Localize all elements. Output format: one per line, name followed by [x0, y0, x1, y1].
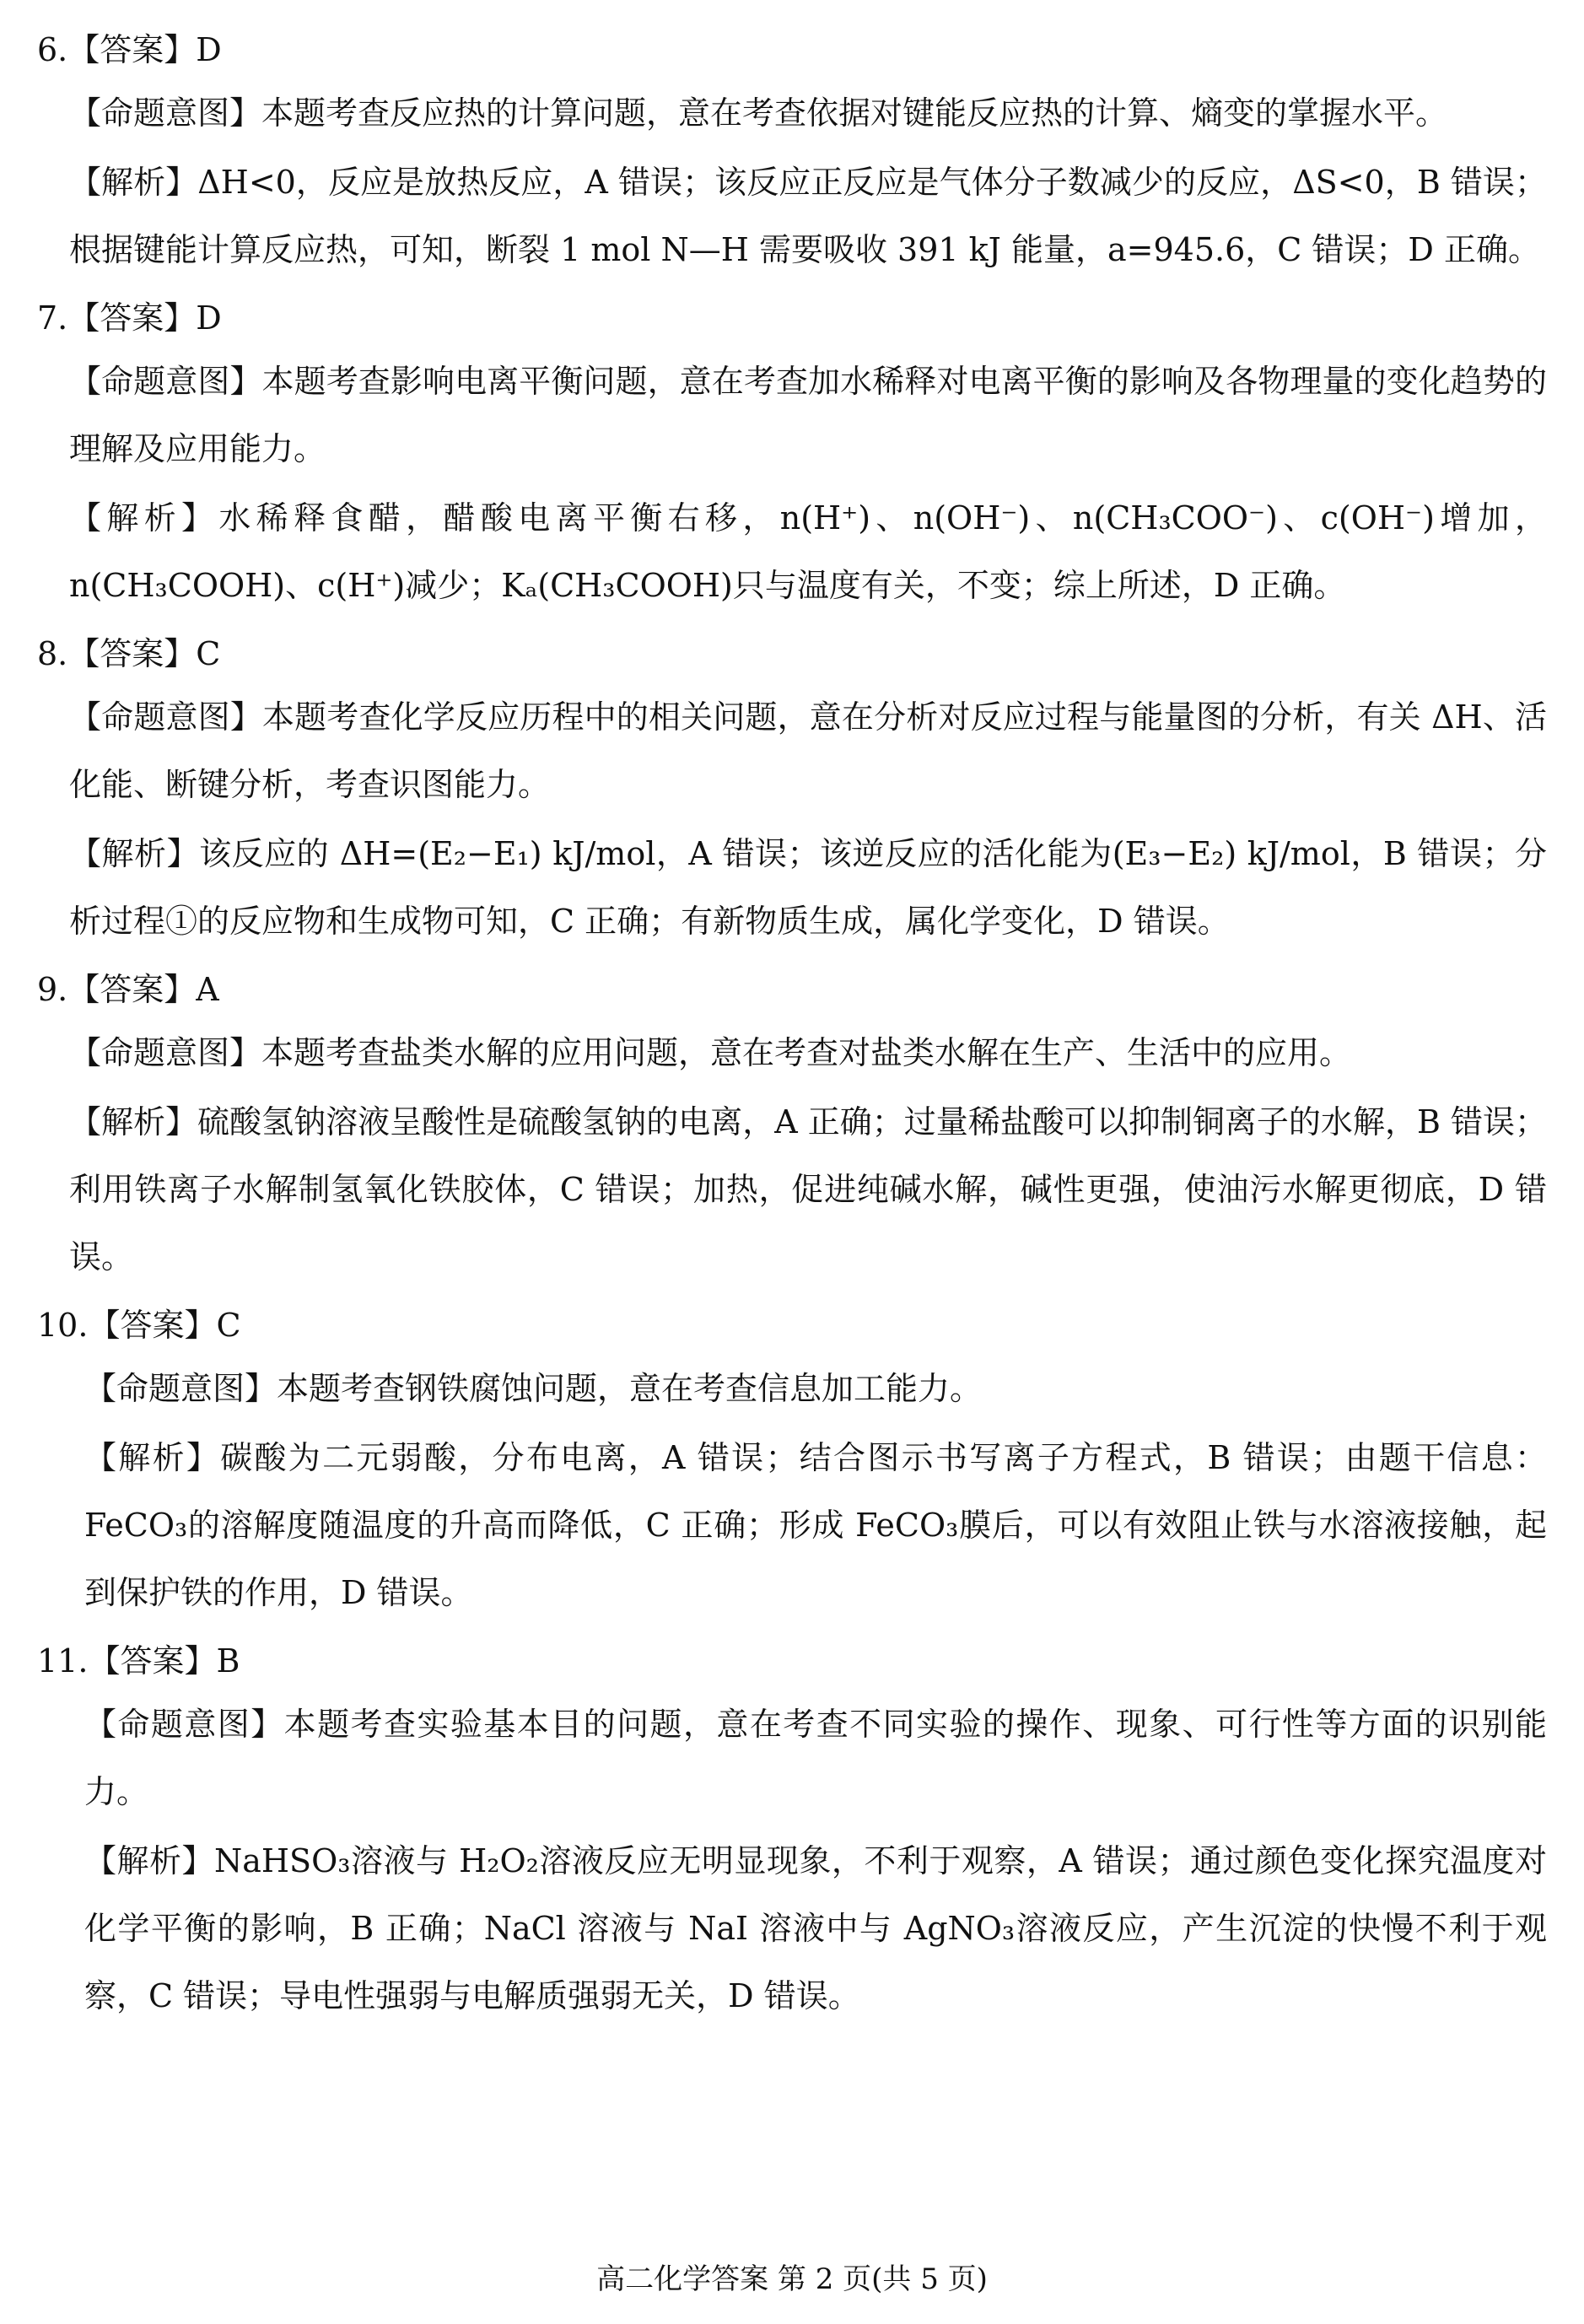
answer-content [37, 25, 1547, 2040]
question-10 [37, 1301, 1547, 1626]
question-7 [37, 294, 1547, 619]
intent-paragraph: 【命题意图】本题考查钢铁腐蚀问题，意在考查信息加工能力。 [84, 1370, 983, 1407]
question-number: 9. [37, 971, 68, 1008]
question-header [37, 629, 1547, 678]
question-number: 8. [37, 635, 68, 672]
question-6 [37, 25, 1547, 283]
answer-label: 【答案】C [67, 635, 221, 672]
question-11 [37, 1637, 1547, 2030]
answer-label: 【答案】C [88, 1307, 241, 1344]
question-header [37, 1637, 1547, 1685]
question-header [37, 965, 1547, 1014]
analysis-paragraph: 【解析】NaHSO₃溶液与 H₂O₂溶液反应无明显现象，不利于观察，A 错误；通过颜色变化探究温度对化学平衡的影响，B 正确；NaCl 溶液与 NaI 溶液中与 AgNO₃溶液反应，产生沉淀的快慢不利于观察，C 错误；导电性强弱与电解质强弱无关，D 错误。 [84, 1842, 1547, 2014]
answer-label: 【答案】D [67, 299, 222, 337]
analysis-paragraph: 【解析】碳酸为二元弱酸，分布电离，A 错误；结合图示书写离子方程式，B 错误；由题干信息：FeCO₃的溶解度随温度的升高而降低，C 正确；形成 FeCO₃膜后，可以有效阻止铁与水溶液接触，起到保护铁的作用，D 错误。 [84, 1439, 1547, 1611]
question-number: 6. [37, 31, 68, 68]
analysis-paragraph: 【解析】水稀释食醋，醋酸电离平衡右移，n(H⁺)、n(OH⁻)、n(CH₃COO⁻)、c(OH⁻)增加，n(CH₃COOH)、c(H⁺)减少；Kₐ(CH₃COOH)只与温度有关，不变；综上所述，D 正确。 [69, 499, 1547, 604]
question-9 [37, 965, 1547, 1291]
intent-paragraph: 【命题意图】本题考查反应热的计算问题，意在考查依据对键能反应热的计算、熵变的掌握水平。 [69, 94, 1448, 132]
question-number: 10. [37, 1307, 89, 1344]
question-number: 11. [37, 1642, 89, 1680]
analysis-paragraph: 【解析】ΔH<0，反应是放热反应，A 错误；该反应正反应是气体分子数减少的反应，ΔS<0，B 错误；根据键能计算反应热，可知，断裂 1 mol N—H 需要吸收 391 kJ 能量，a=945.6，C 错误；D 正确。 [69, 164, 1547, 268]
question-number: 7. [37, 299, 68, 337]
question-header [37, 294, 1547, 342]
question-header [37, 25, 1547, 74]
question-header [37, 1301, 1547, 1350]
answer-label: 【答案】B [88, 1642, 240, 1680]
answer-label: 【答案】A [67, 971, 219, 1008]
intent-paragraph: 【命题意图】本题考查化学反应历程中的相关问题，意在分析对反应过程与能量图的分析，有关 ΔH、活化能、断键分析，考查识图能力。 [69, 698, 1547, 803]
question-8 [37, 629, 1547, 955]
page-footer: 高二化学答案 第 2 页(共 5 页) [596, 2262, 988, 2296]
intent-paragraph: 【命题意图】本题考查影响电离平衡问题，意在考查加水稀释对电离平衡的影响及各物理量的变化趋势的理解及应用能力。 [69, 363, 1547, 467]
intent-paragraph: 【命题意图】本题考查盐类水解的应用问题，意在考查对盐类水解在生产、生活中的应用。 [69, 1034, 1352, 1071]
analysis-paragraph: 【解析】该反应的 ΔH=(E₂−E₁) kJ/mol，A 错误；该逆反应的活化能为(E₃−E₂) kJ/mol，B 错误；分析过程①的反应物和生成物可知，C 正确；有新物质生成，属化学变化，D 错误。 [69, 835, 1547, 940]
answer-label: 【答案】D [67, 31, 222, 68]
intent-paragraph: 【命题意图】本题考查实验基本目的问题，意在考查不同实验的操作、现象、可行性等方面的识别能力。 [84, 1706, 1547, 1810]
analysis-paragraph: 【解析】硫酸氢钠溶液呈酸性是硫酸氢钠的电离，A 正确；过量稀盐酸可以抑制铜离子的水解，B 错误；利用铁离子水解制氢氧化铁胶体，C 错误；加热，促进纯碱水解，碱性更强，使油污水解更彻底，D 错误。 [69, 1103, 1547, 1275]
